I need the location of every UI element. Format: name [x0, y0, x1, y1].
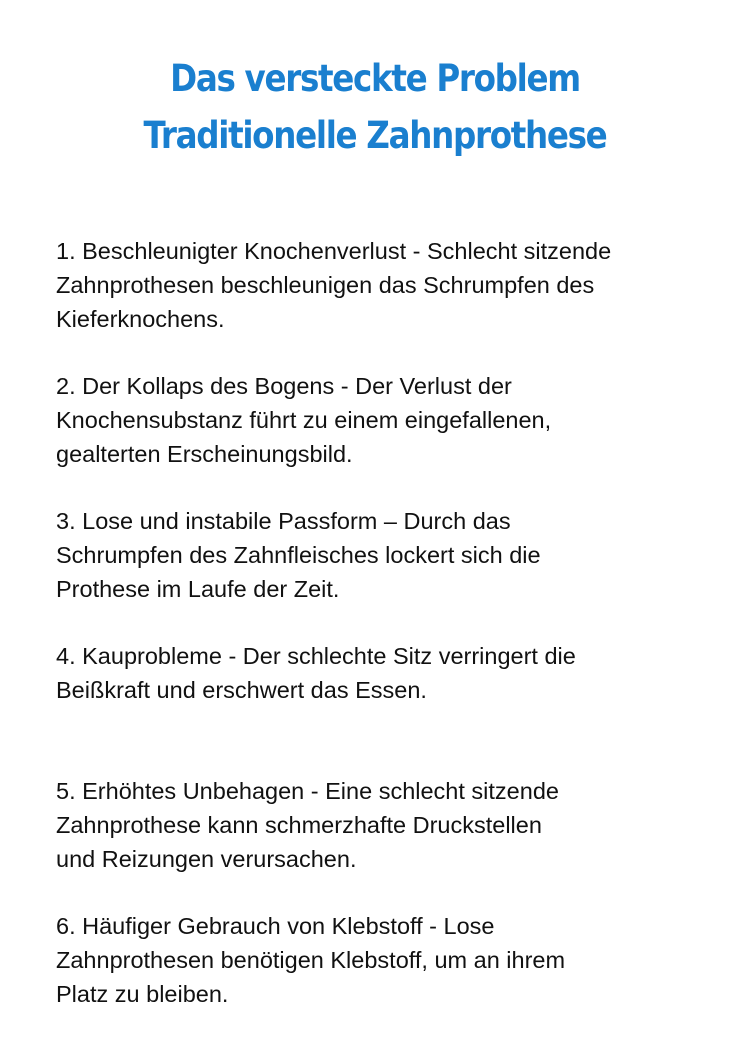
problem-item-6: 6. Häufiger Gebrauch von Klebstoff - Lose Zahnprothesen benötigen Klebstoff, um an ihrem Platz zu bleiben. — [56, 913, 566, 1007]
problem-item-2: 2. Der Kollaps des Bogens - Der Verlust der Knochensubstanz führt zu einem eingefallenen, gealterten Erscheinungsbild. — [56, 373, 552, 467]
problem-item-1: 1. Beschleunigter Knochenverlust - Schlecht sitzende Zahnprothesen beschleunigen das Schrumpfen des Kieferknochens. — [56, 238, 612, 332]
title-line-2: Traditionelle Zahnprothese — [143, 114, 607, 157]
problem-list — [56, 234, 716, 1011]
problem-item-4: 4. Kauprobleme - Der schlechte Sitz verringert die Beißkraft und erschwert das Essen. — [56, 643, 576, 703]
problem-item-3: 3. Lose und instabile Passform – Durch das Schrumpfen des Zahnfleisches lockert sich die Prothese im Laufe der Zeit. — [56, 508, 541, 602]
title-line-1: Das versteckte Problem — [170, 57, 580, 100]
problem-item-5: 5. Erhöhtes Unbehagen - Eine schlecht sitzende Zahnprothese kann schmerzhafte Druckstellen und Reizungen verursachen. — [56, 778, 559, 872]
page-title — [0, 50, 750, 164]
